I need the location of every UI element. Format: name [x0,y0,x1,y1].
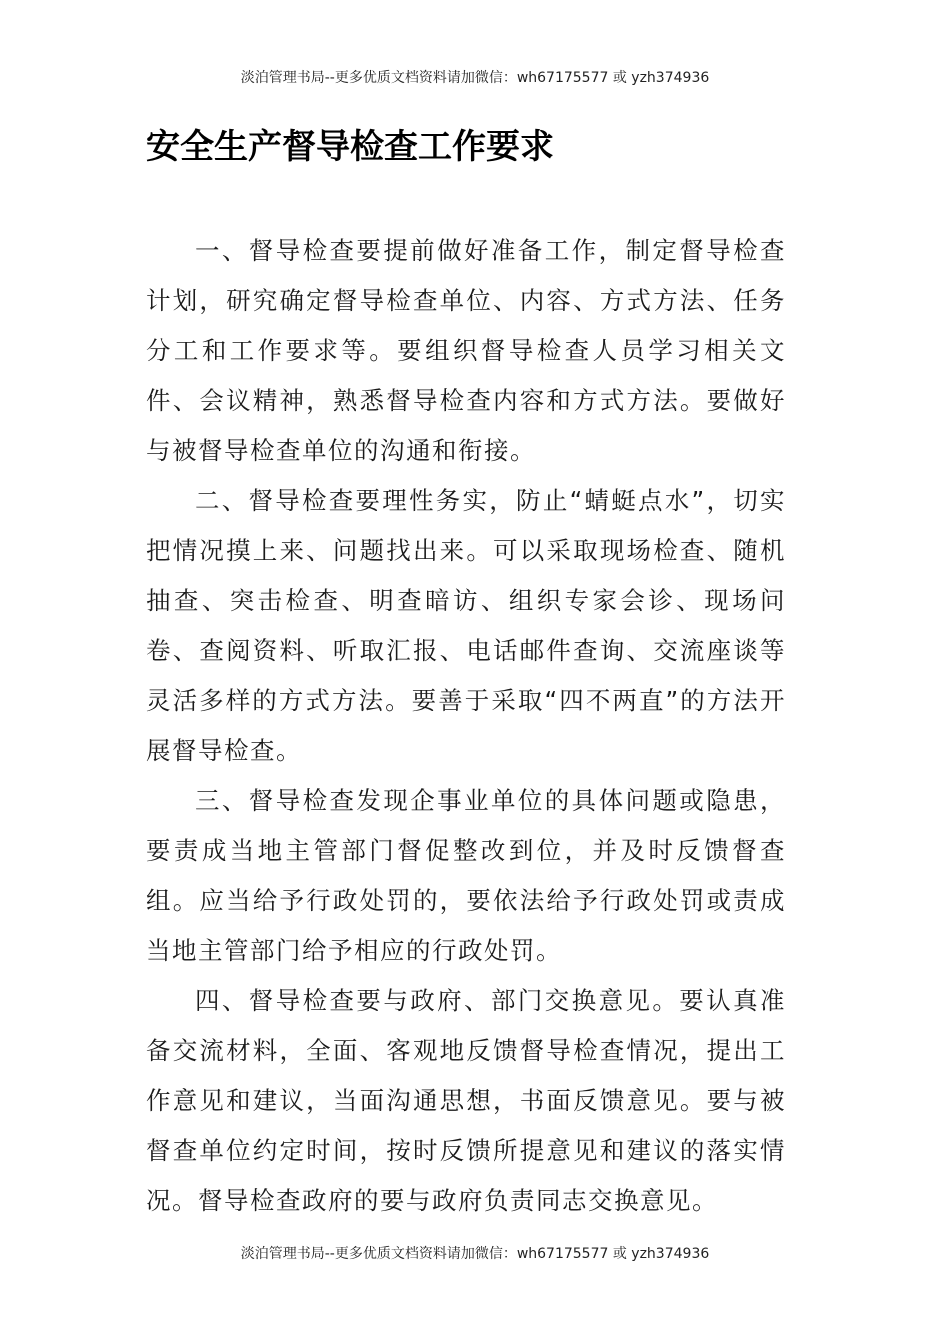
paragraph-3: 三、督导检查发现企事业单位的具体问题或隐患，要责成当地主管部门督促整改到位，并及时反馈督查组。应当给予行政处罚的，要依法给予行政处罚或责成当地主管部门给予相应的行政处罚。 [146,786,786,965]
page-footer-note: 淡泊管理书局--更多优质文档资料请加微信：wh67175577 或 yzh374936 [240,1246,710,1262]
paragraph-4: 四、督导检查要与政府、部门交换意见。要认真准备交流材料，全面、客观地反馈督导检查情况，提出工作意见和建议，当面沟通思想，书面反馈意见。要与被督查单位约定时间，按时反馈所提意见和建议的落实情况。督导检查政府的要与政府负责同志交换意见。 [146,986,786,1215]
paragraph-2: 二、督导检查要理性务实，防止“蜻蜓点水”，切实把情况摸上来、问题找出来。可以采取现场检查、随机抽查、突击检查、明查暗访、组织专家会诊、现场问卷、查阅资料、听取汇报、电话邮件查询、交流座谈等灵活多样的方式方法。要善于采取“四不两直”的方法开展督导检查。 [146,486,786,765]
page-header-note: 淡泊管理书局--更多优质文档资料请加微信：wh67175577 或 yzh374936 [240,70,710,86]
document-body [146,226,786,1226]
document-title: 安全生产督导检查工作要求 [146,127,554,167]
paragraph-1: 一、督导检查要提前做好准备工作，制定督导检查计划，研究确定督导检查单位、内容、方式方法、任务分工和工作要求等。要组织督导检查人员学习相关文件、会议精神，熟悉督导检查内容和方式方法。要做好与被督导检查单位的沟通和衔接。 [146,236,786,465]
